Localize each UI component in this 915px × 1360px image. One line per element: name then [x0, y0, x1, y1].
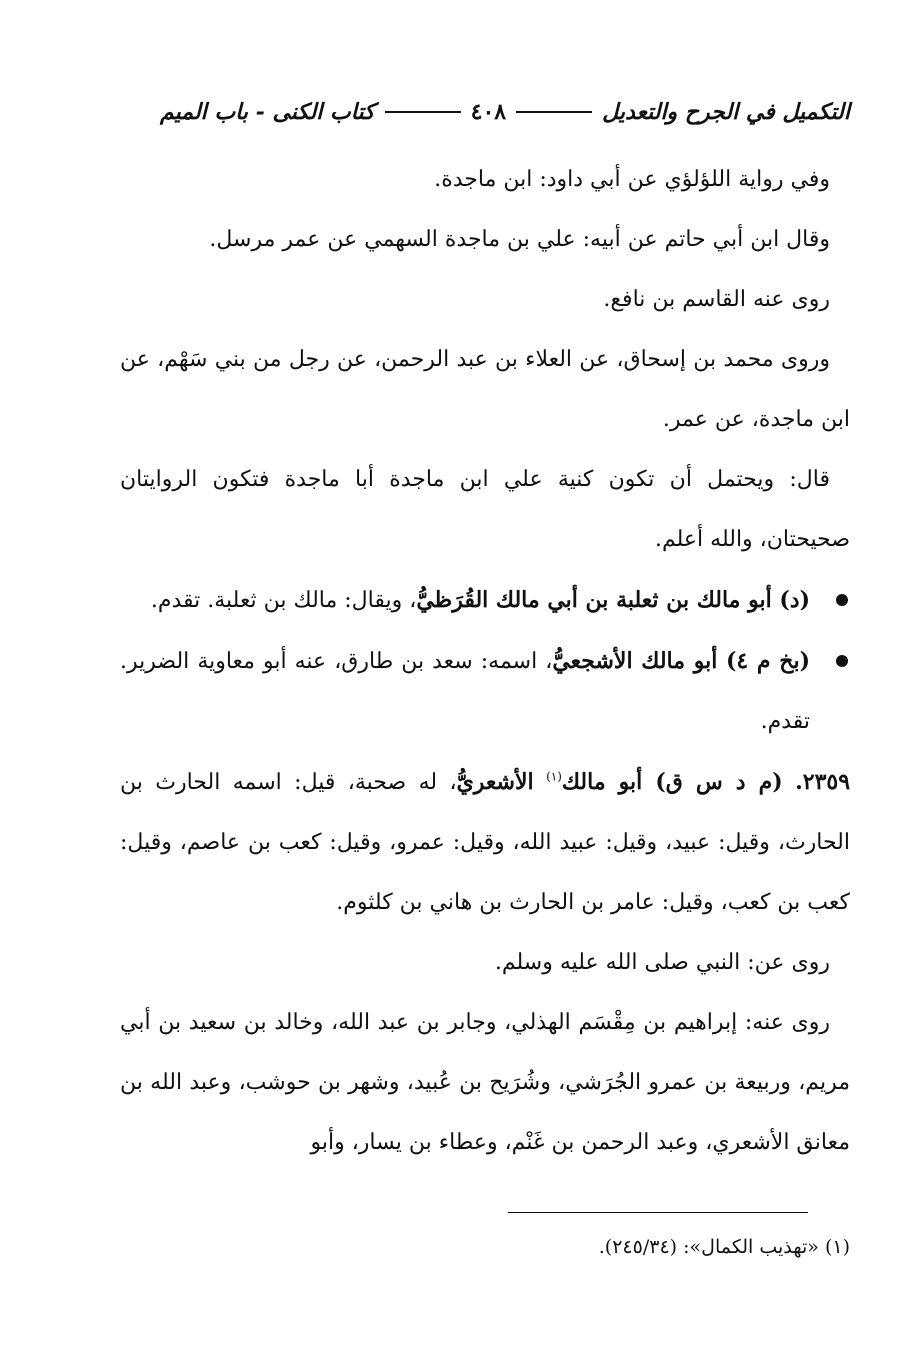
- entry-number: ٢٣٥٩.: [795, 769, 851, 795]
- entry-text: ، له صحبة، قيل: اسمه الحارث بن الحارث، وقيل: عبيد، وقيل: عبيد الله، وقيل: عمرو، وقيل: كعب بن عاصم، وقيل: كعب بن كعب، وقيل: عامر بن الحارث بن هاني بن كلثوم.: [120, 770, 850, 915]
- running-header: [160, 92, 850, 132]
- header-dash-right: [516, 111, 592, 113]
- paragraph: روى عنه: إبراهيم بن مِقْسَم الهذلي، وجابر بن عبد الله، وخالد بن سعيد بن أبي مريم، وربيعة بن عمرو الجُرَشي، وشُرَيح بن عُبيد، وشهر بن حوشب، وعبد الله بن معانق الأشعري، وعبد الرحمن بن غَنْم، وعطاء بن يسار، وأبو: [120, 1010, 850, 1155]
- page-number: ٤٠٨: [470, 99, 507, 125]
- paragraph: روى عن: النبي صلى الله عليه وسلم.: [494, 950, 830, 975]
- bullet-entry: [120, 570, 850, 631]
- main-text: [120, 150, 850, 1173]
- section-title: كتاب الكنى - باب الميم: [159, 99, 375, 125]
- entry-heading-nisba: الأشعريُّ: [456, 769, 534, 795]
- entry-heading: (بخ م ٤) أبو مالك الأشجعيُّ: [552, 648, 810, 674]
- bullet-icon: [836, 594, 848, 606]
- numbered-entry: [120, 752, 850, 933]
- book-title: التكميل في الجرح والتعديل: [602, 99, 850, 125]
- paragraph: وروى محمد بن إسحاق، عن العلاء بن عبد الرحمن، عن رجل من بني سَهْم، عن ابن ماجدة، عن عمر.: [120, 347, 850, 432]
- paragraph: روى عنه القاسم بن نافع.: [603, 287, 830, 312]
- bullet-entry: [120, 631, 850, 752]
- entry-text: ، اسمه: سعد بن طارق، عنه أبو معاوية الضرير. تقدم.: [120, 649, 810, 734]
- paragraph: وقال ابن أبي حاتم عن أبيه: علي بن ماجدة السهمي عن عمر مرسل.: [209, 227, 830, 252]
- entry-heading: (م د س ق) أبو مالك: [561, 769, 783, 795]
- entry-text: ، ويقال: مالك بن ثعلبة. تقدم.: [150, 588, 417, 613]
- bullet-icon: [836, 655, 848, 667]
- header-dash-left: [385, 111, 461, 113]
- paragraph: قال: ويحتمل أن تكون كنية علي ابن ماجدة أبا ماجدة فتكون الروايتان صحيحتان، والله أعلم.: [120, 467, 850, 552]
- paragraph: وفي رواية اللؤلؤي عن أبي داود: ابن ماجدة.: [434, 167, 830, 192]
- footnote-divider: [508, 1212, 808, 1213]
- footnote-ref[interactable]: (١): [546, 769, 562, 784]
- footnote: (١) «تهذيب الكمال»: (٢٤٥/٣٤).: [598, 1236, 850, 1258]
- entry-heading: (د) أبو مالك بن ثعلبة بن أبي مالك القُرَظيُّ: [416, 587, 810, 613]
